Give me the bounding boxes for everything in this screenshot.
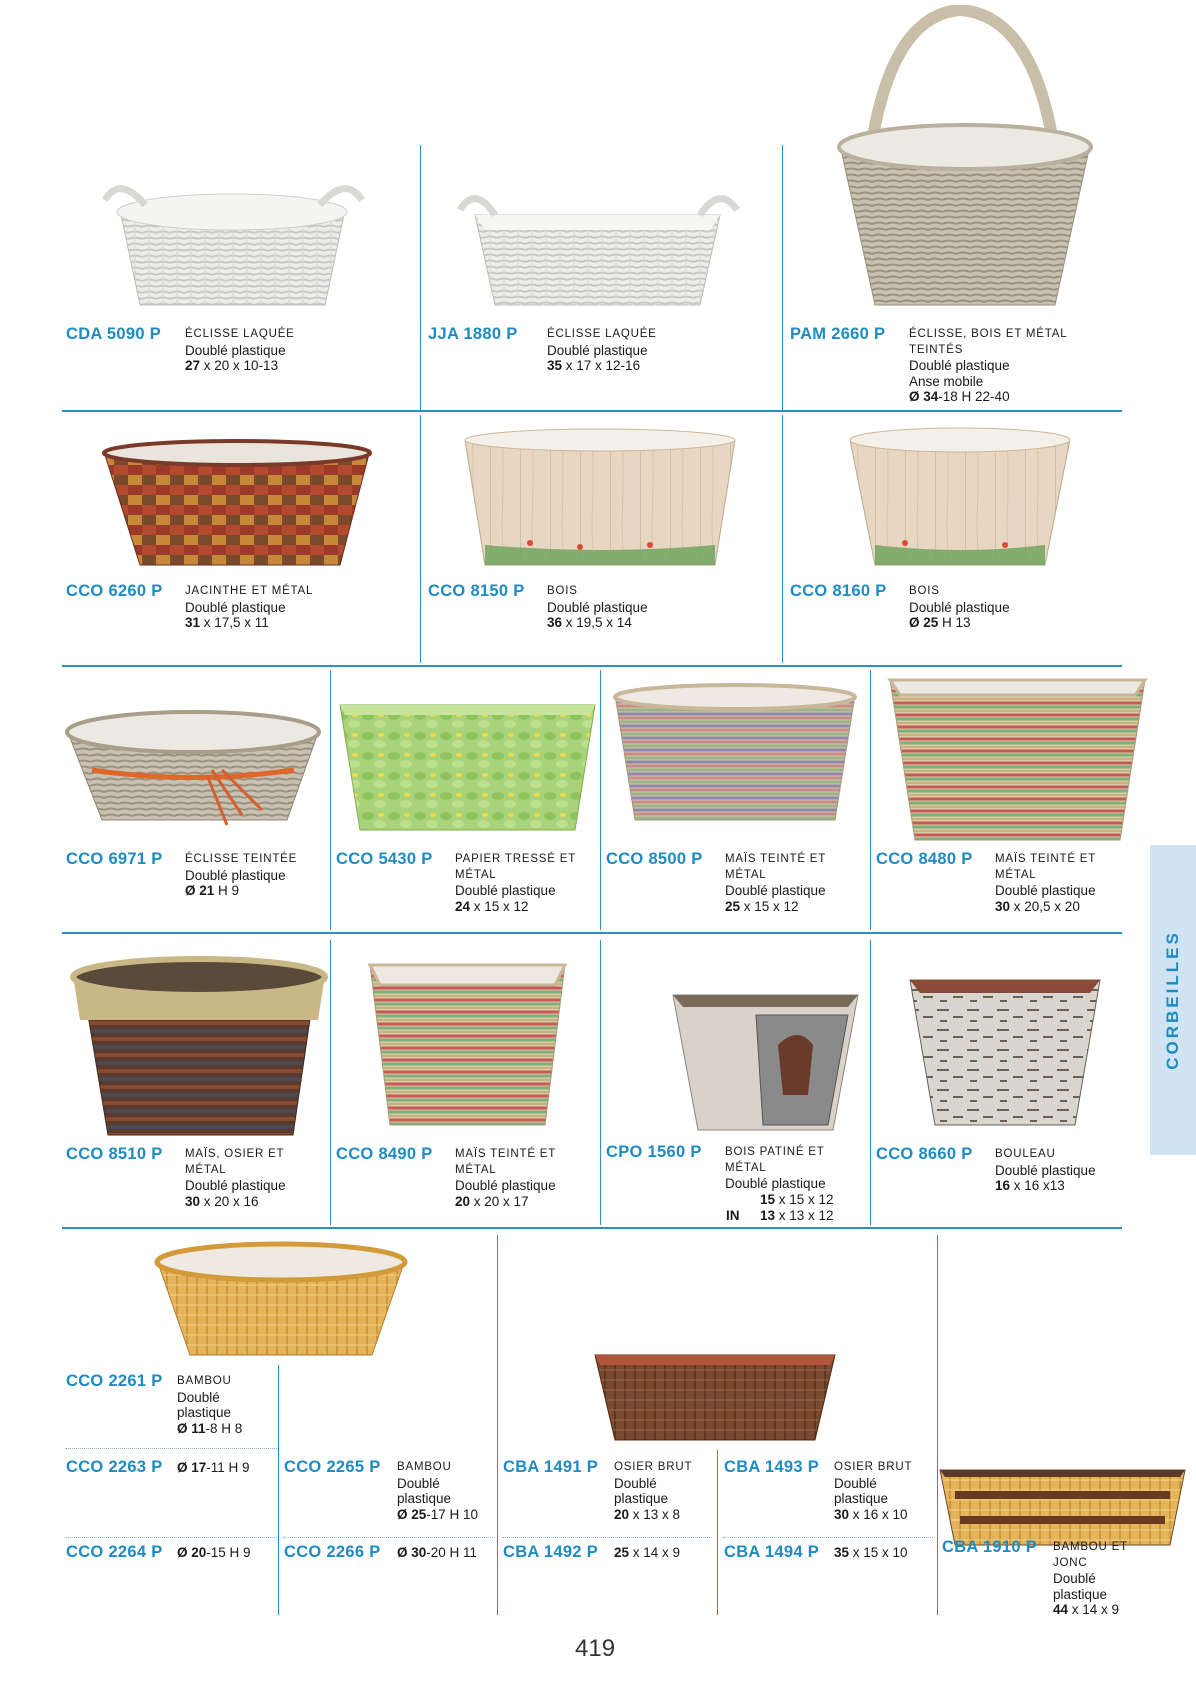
product-material: MAÏS TEINTÉ ET MÉTAL bbox=[455, 1148, 556, 1176]
grid-divider bbox=[717, 1450, 718, 1615]
product-size: Ø 17-11 H 9 bbox=[177, 1460, 250, 1475]
product-material: ÉCLISSE LAQUÉE bbox=[185, 328, 295, 340]
product-description: BOIS Doublé plastique Ø 25 H 13 bbox=[909, 584, 1059, 631]
product-material: BAMBOU ET JONC bbox=[1053, 1541, 1128, 1569]
grid-divider bbox=[278, 1365, 279, 1615]
product-image-cco5430 bbox=[335, 690, 600, 835]
product-size: 35 x 17 x 12-16 bbox=[547, 358, 641, 373]
dotted-separator bbox=[65, 1537, 277, 1538]
product-code: CCO 8490 P bbox=[336, 1145, 433, 1163]
grid-divider bbox=[420, 415, 421, 663]
product-size: 20 x 13 x 8 bbox=[614, 1506, 681, 1522]
product-description: JACINTHE ET MÉTAL Doublé plastique 31 x 17,5 x 11 bbox=[185, 584, 345, 631]
product-image-pam2660 bbox=[830, 5, 1100, 320]
product-material: BOULEAU bbox=[995, 1148, 1056, 1160]
product-size: 35 x 15 x 10 bbox=[834, 1545, 908, 1560]
product-code: CDA 5090 P bbox=[66, 325, 162, 343]
product-code: CCO 2265 P bbox=[284, 1458, 381, 1476]
product-description: MAÏS, OSIER ET MÉTAL Doublé plastique 30 x 20 x 16 bbox=[185, 1147, 325, 1209]
product-description: MAÏS TEINTÉ ET MÉTAL Doublé plastique 25 x 15 x 12 bbox=[725, 852, 855, 914]
product-size: 31 x 17,5 x 11 bbox=[185, 615, 269, 630]
product-code: PAM 2660 P bbox=[790, 325, 886, 343]
product-code: CCO 2261 P bbox=[66, 1372, 163, 1390]
product-image-cco6971 bbox=[62, 705, 324, 835]
product-code: CBA 1493 P bbox=[724, 1458, 820, 1476]
dotted-separator bbox=[283, 1537, 493, 1538]
product-material: ÉCLISSE TEINTÉE bbox=[185, 853, 298, 865]
product-image-cco6260 bbox=[100, 435, 375, 575]
product-image-cco8490 bbox=[365, 950, 570, 1130]
product-description: BAMBOU ET JONC Doublé plastique 44 x 14 x 9 bbox=[1053, 1540, 1133, 1618]
product-size: 16 x 16 x13 bbox=[995, 1178, 1065, 1193]
product-size: 44 x 14 x 9 bbox=[1053, 1602, 1120, 1617]
product-code: JJA 1880 P bbox=[428, 325, 518, 343]
product-size: 15 x 15 x 12 bbox=[760, 1191, 834, 1207]
grid-divider bbox=[937, 1235, 938, 1615]
product-code: CCO 6260 P bbox=[66, 582, 163, 600]
product-image-cda5090 bbox=[100, 170, 365, 315]
product-code: CBA 1494 P bbox=[724, 1543, 820, 1561]
product-description: BOIS PATINÉ ET MÉTAL Doublé plastique 15 x 15 x 12 bbox=[725, 1145, 855, 1207]
product-material: PAPIER TRESSÉ ET MÉTAL bbox=[455, 853, 576, 881]
section-tab-label: CORBEILLES bbox=[1163, 930, 1182, 1070]
product-description: ÉCLISSE, BOIS ET MÉTAL TEINTÉS Doublé plastique Anse mobile Ø 34-18 H 22-40 bbox=[909, 327, 1089, 405]
grid-divider bbox=[870, 670, 871, 930]
product-code: CCO 8660 P bbox=[876, 1145, 973, 1163]
product-material: BOIS bbox=[547, 585, 578, 597]
product-code: CPO 1560 P bbox=[606, 1143, 702, 1161]
product-inner-size: IN 13 x 13 x 12 bbox=[726, 1208, 834, 1223]
dotted-separator bbox=[65, 1448, 277, 1449]
product-size: 25 x 14 x 9 bbox=[614, 1545, 681, 1560]
grid-divider bbox=[782, 415, 783, 663]
product-image-cpo1560 bbox=[668, 985, 863, 1135]
product-description: ÉCLISSE LAQUÉE Doublé plastique 27 x 20 x 10-13 bbox=[185, 327, 335, 374]
product-image-cco8660 bbox=[905, 965, 1105, 1130]
product-size: Ø 34-18 H 22-40 bbox=[909, 389, 1010, 404]
product-material: BAMBOU bbox=[177, 1375, 232, 1387]
product-image-cba1491 bbox=[590, 1345, 840, 1445]
product-material: JACINTHE ET MÉTAL bbox=[185, 585, 314, 597]
product-description: OSIER BRUT Doublé plastique 20 x 13 x 8 bbox=[614, 1460, 709, 1522]
product-material: MAÏS, OSIER ET MÉTAL bbox=[185, 1148, 285, 1176]
product-material: MAÏS TEINTÉ ET MÉTAL bbox=[725, 853, 826, 881]
product-description: OSIER BRUT Doublé plastique 30 x 16 x 10 bbox=[834, 1460, 934, 1522]
product-size: 30 x 20,5 x 20 bbox=[995, 898, 1080, 914]
product-description: PAPIER TRESSÉ ET MÉTAL Doublé plastique 24 x 15 x 12 bbox=[455, 852, 585, 914]
product-image-cba1910 bbox=[935, 1455, 1190, 1550]
product-size: Ø 20-15 H 9 bbox=[177, 1545, 251, 1560]
product-description: BAMBOU Doublé plastique Ø 25-17 H 10 bbox=[397, 1460, 492, 1522]
dotted-separator bbox=[502, 1537, 712, 1538]
grid-divider bbox=[600, 670, 601, 930]
product-image-cco8500 bbox=[610, 680, 860, 825]
product-code: CCO 6971 P bbox=[66, 850, 163, 868]
product-size: Ø 30-20 H 11 bbox=[397, 1545, 478, 1560]
product-code: CCO 2264 P bbox=[66, 1543, 163, 1561]
grid-divider bbox=[782, 145, 783, 410]
product-material: OSIER BRUT bbox=[834, 1461, 913, 1473]
product-material: MAÏS TEINTÉ ET MÉTAL bbox=[995, 853, 1096, 881]
section-tab bbox=[1150, 845, 1196, 1155]
product-material: BOIS PATINÉ ET MÉTAL bbox=[725, 1146, 825, 1174]
product-description: MAÏS TEINTÉ ET MÉTAL Doublé plastique 30 x 20,5 x 20 bbox=[995, 852, 1125, 914]
product-code: CBA 1492 P bbox=[503, 1543, 599, 1561]
product-code: CCO 2266 P bbox=[284, 1543, 381, 1561]
product-description: ÉCLISSE TEINTÉE Doublé plastique Ø 21 H 9 bbox=[185, 852, 335, 899]
product-size: 27 x 20 x 10-13 bbox=[185, 358, 279, 373]
product-size: 24 x 15 x 12 bbox=[455, 898, 529, 914]
product-material: OSIER BRUT bbox=[614, 1461, 693, 1473]
page-number: 419 bbox=[575, 1635, 616, 1662]
product-size: Ø 21 H 9 bbox=[185, 883, 240, 898]
product-code: CCO 8500 P bbox=[606, 850, 703, 868]
grid-divider bbox=[870, 940, 871, 1225]
dotted-separator bbox=[723, 1537, 933, 1538]
product-size: 36 x 19,5 x 14 bbox=[547, 615, 632, 630]
product-code: CCO 8480 P bbox=[876, 850, 973, 868]
product-image-cco2261 bbox=[152, 1240, 410, 1360]
product-image-cco8510 bbox=[68, 955, 330, 1140]
grid-divider bbox=[420, 145, 421, 410]
grid-divider bbox=[330, 670, 331, 930]
grid-divider bbox=[600, 940, 601, 1225]
product-size: 30 x 20 x 16 bbox=[185, 1193, 259, 1209]
product-code: CCO 8150 P bbox=[428, 582, 525, 600]
product-size: 25 x 15 x 12 bbox=[725, 898, 799, 914]
product-image-cco8150 bbox=[460, 425, 740, 575]
product-code: CBA 1910 P bbox=[942, 1538, 1038, 1556]
product-description: BAMBOU Doublé plastique Ø 11-8 H 8 bbox=[177, 1374, 267, 1436]
product-description: MAÏS TEINTÉ ET MÉTAL Doublé plastique 20 x 20 x 17 bbox=[455, 1147, 585, 1209]
product-image-cco8160 bbox=[845, 425, 1075, 575]
row-divider bbox=[62, 410, 1122, 412]
product-code: CCO 5430 P bbox=[336, 850, 433, 868]
product-size: 30 x 16 x 10 bbox=[834, 1506, 908, 1522]
grid-divider bbox=[330, 940, 331, 1225]
product-size: 20 x 20 x 17 bbox=[455, 1193, 529, 1209]
product-image-cco8480 bbox=[885, 665, 1150, 845]
product-size: Ø 25 H 13 bbox=[909, 615, 971, 630]
product-material: BOIS bbox=[909, 585, 940, 597]
product-code: CCO 2263 P bbox=[66, 1458, 163, 1476]
product-description: BOIS Doublé plastique 36 x 19,5 x 14 bbox=[547, 584, 697, 631]
product-code: CBA 1491 P bbox=[503, 1458, 599, 1476]
product-code: CCO 8510 P bbox=[66, 1145, 163, 1163]
row-divider bbox=[62, 932, 1122, 934]
product-material: BAMBOU bbox=[397, 1461, 452, 1473]
product-description: ÉCLISSE LAQUÉE Doublé plastique 35 x 17 x 12-16 bbox=[547, 327, 697, 374]
product-image-jja1880 bbox=[455, 175, 740, 310]
product-material: ÉCLISSE LAQUÉE bbox=[547, 328, 657, 340]
product-material: ÉCLISSE, BOIS ET MÉTAL TEINTÉS bbox=[909, 328, 1067, 356]
product-description: BOULEAU Doublé plastique 16 x 16 x13 bbox=[995, 1147, 1125, 1194]
product-size: Ø 25-17 H 10 bbox=[397, 1506, 479, 1522]
grid-divider bbox=[497, 1235, 498, 1615]
row-divider bbox=[62, 1227, 1122, 1229]
product-size: Ø 11-8 H 8 bbox=[177, 1420, 243, 1436]
product-code: CCO 8160 P bbox=[790, 582, 887, 600]
